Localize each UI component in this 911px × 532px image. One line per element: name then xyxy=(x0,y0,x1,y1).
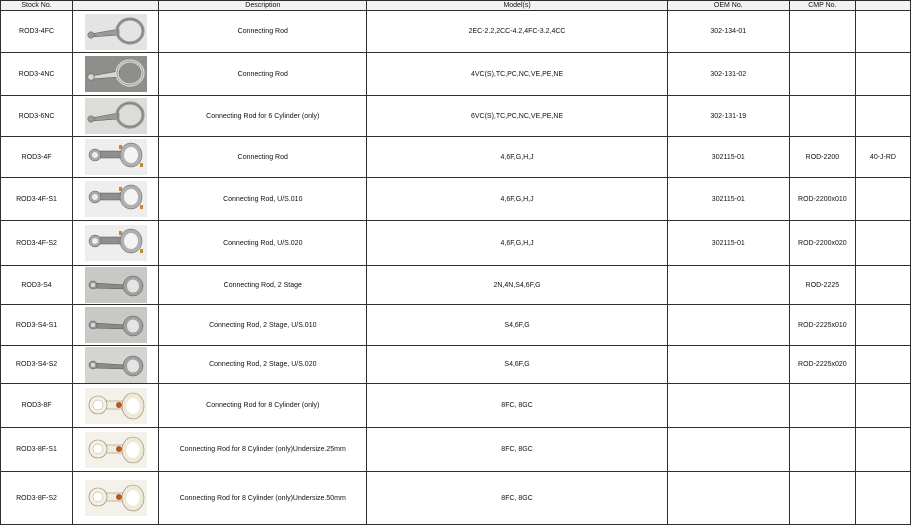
connecting-rod-photo xyxy=(85,307,147,343)
header-cmp-no: CMP No. xyxy=(789,1,855,11)
cmp-no-cell xyxy=(789,96,855,137)
cmp-no-cell: ROD-2200 xyxy=(789,137,855,178)
description-cell: Connecting Rod xyxy=(159,53,367,96)
photo-cell xyxy=(73,305,159,346)
oem-no-cell: 302-131-02 xyxy=(667,53,789,96)
stock-no-cell: ROD3-8F-S1 xyxy=(1,428,73,472)
models-cell: 4,6F,G,H,J xyxy=(367,221,667,266)
extra-code-cell xyxy=(855,221,910,266)
table-row xyxy=(1,384,911,428)
connecting-rod-photo xyxy=(85,388,147,424)
models-cell: 2N,4N,S4,6F,G xyxy=(367,266,667,305)
oem-no-cell xyxy=(667,428,789,472)
header-stock-no: Stock No. xyxy=(1,1,73,11)
stock-no-cell: ROD3-8F xyxy=(1,384,73,428)
extra-code-cell xyxy=(855,428,910,472)
extra-code-cell xyxy=(855,178,910,221)
cmp-no-cell: ROD-2225x020 xyxy=(789,346,855,384)
oem-no-cell xyxy=(667,346,789,384)
connecting-rod-photo xyxy=(85,98,147,134)
oem-no-cell: 302115-01 xyxy=(667,137,789,178)
photo-cell xyxy=(73,346,159,384)
table-row xyxy=(1,221,911,266)
oem-no-cell: 302115-01 xyxy=(667,178,789,221)
description-cell: Connecting Rod, U/S.020 xyxy=(159,221,367,266)
stock-no-cell: ROD3-4F-S2 xyxy=(1,221,73,266)
photo-cell xyxy=(73,53,159,96)
extra-code-cell xyxy=(855,384,910,428)
description-cell: Connecting Rod for 8 Cylinder (only) xyxy=(159,384,367,428)
stock-no-cell: ROD3-4NC xyxy=(1,53,73,96)
description-cell: Connecting Rod for 8 Cylinder (only)Undersize.25mm xyxy=(159,428,367,472)
stock-no-cell: ROD3-S4-S1 xyxy=(1,305,73,346)
description-cell: Connecting Rod, 2 Stage xyxy=(159,266,367,305)
cmp-no-cell xyxy=(789,53,855,96)
description-cell: Connecting Rod xyxy=(159,11,367,53)
connecting-rod-photo xyxy=(85,181,147,217)
connecting-rod-photo xyxy=(85,14,147,50)
table-row xyxy=(1,305,911,346)
header-row xyxy=(1,1,911,11)
connecting-rod-photo xyxy=(85,267,147,303)
extra-code-cell xyxy=(855,96,910,137)
connecting-rod-photo xyxy=(85,347,147,383)
cmp-no-cell xyxy=(789,472,855,525)
photo-cell xyxy=(73,384,159,428)
header-description: Description xyxy=(159,1,367,11)
table-body xyxy=(1,11,911,525)
photo-cell xyxy=(73,266,159,305)
header-models: Model(s) xyxy=(367,1,667,11)
cmp-no-cell: ROD-2225 xyxy=(789,266,855,305)
stock-no-cell: ROD3-4F-S1 xyxy=(1,178,73,221)
oem-no-cell: 302-134-01 xyxy=(667,11,789,53)
extra-code-cell: 40-J-RD xyxy=(855,137,910,178)
stock-no-cell: ROD3-4FC xyxy=(1,11,73,53)
photo-cell xyxy=(73,96,159,137)
table-row xyxy=(1,428,911,472)
description-cell: Connecting Rod for 8 Cylinder (only)Undersize.50mm xyxy=(159,472,367,525)
header-extra xyxy=(855,1,910,11)
photo-cell xyxy=(73,472,159,525)
models-cell: 6VC(S),TC,PC,NC,VE,PE,NE xyxy=(367,96,667,137)
extra-code-cell xyxy=(855,11,910,53)
description-cell: Connecting Rod, U/S.010 xyxy=(159,178,367,221)
oem-no-cell: 302115-01 xyxy=(667,221,789,266)
models-cell: 4,6F,G,H,J xyxy=(367,137,667,178)
models-cell: 8FC, 8GC xyxy=(367,384,667,428)
connecting-rod-photo xyxy=(85,432,147,468)
cmp-no-cell xyxy=(789,11,855,53)
cmp-no-cell: ROD-2200x010 xyxy=(789,178,855,221)
cmp-no-cell xyxy=(789,428,855,472)
extra-code-cell xyxy=(855,346,910,384)
stock-no-cell: ROD3-6NC xyxy=(1,96,73,137)
description-cell: Connecting Rod for 6 Cylinder (only) xyxy=(159,96,367,137)
models-cell: 4VC(S),TC,PC,NC,VE,PE,NE xyxy=(367,53,667,96)
oem-no-cell xyxy=(667,384,789,428)
extra-code-cell xyxy=(855,53,910,96)
photo-cell xyxy=(73,137,159,178)
extra-code-cell xyxy=(855,266,910,305)
description-cell: Connecting Rod xyxy=(159,137,367,178)
description-cell: Connecting Rod, 2 Stage, U/S.020 xyxy=(159,346,367,384)
table-row xyxy=(1,472,911,525)
oem-no-cell xyxy=(667,305,789,346)
models-cell: 2EC-2.2,2CC-4.2,4FC-3.2,4CC xyxy=(367,11,667,53)
cmp-no-cell xyxy=(789,384,855,428)
stock-no-cell: ROD3-8F-S2 xyxy=(1,472,73,525)
table-row xyxy=(1,137,911,178)
oem-no-cell xyxy=(667,472,789,525)
table-row xyxy=(1,96,911,137)
photo-cell xyxy=(73,178,159,221)
table-row xyxy=(1,53,911,96)
oem-no-cell: 302-131-19 xyxy=(667,96,789,137)
connecting-rod-photo xyxy=(85,139,147,175)
table-row xyxy=(1,346,911,384)
models-cell: 8FC, 8GC xyxy=(367,428,667,472)
stock-no-cell: ROD3-S4-S2 xyxy=(1,346,73,384)
table-row xyxy=(1,178,911,221)
connecting-rod-photo xyxy=(85,56,147,92)
header-photo xyxy=(73,1,159,11)
extra-code-cell xyxy=(855,305,910,346)
stock-no-cell: ROD3-S4 xyxy=(1,266,73,305)
models-cell: 4,6F,G,H,J xyxy=(367,178,667,221)
photo-cell xyxy=(73,221,159,266)
connecting-rod-photo xyxy=(85,225,147,261)
header-oem-no: OEM No. xyxy=(667,1,789,11)
models-cell: S4,6F,G xyxy=(367,305,667,346)
photo-cell xyxy=(73,11,159,53)
models-cell: S4,6F,G xyxy=(367,346,667,384)
extra-code-cell xyxy=(855,472,910,525)
cmp-no-cell: ROD-2200x020 xyxy=(789,221,855,266)
oem-no-cell xyxy=(667,266,789,305)
description-cell: Connecting Rod, 2 Stage, U/S.010 xyxy=(159,305,367,346)
models-cell: 8FC, 8GC xyxy=(367,472,667,525)
cmp-no-cell: ROD-2225x010 xyxy=(789,305,855,346)
connecting-rod-photo xyxy=(85,480,147,516)
stock-no-cell: ROD3-4F xyxy=(1,137,73,178)
table-row xyxy=(1,266,911,305)
photo-cell xyxy=(73,428,159,472)
table-row xyxy=(1,11,911,53)
